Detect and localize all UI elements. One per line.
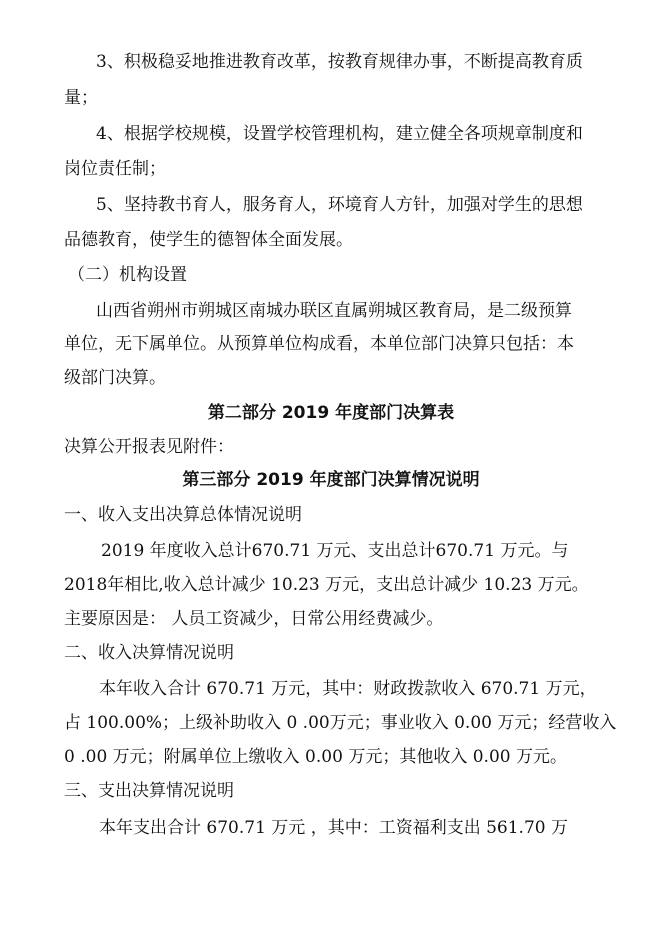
item3-text-cont: 量； [64,88,98,108]
section2-text-cont: 占 100.00%；上级补助收入 0 .00万元；事业收入 0.00 万元；经营收入 [64,713,617,733]
section3-heading: 三、支出决算情况说明 [64,781,234,801]
section1-text-cont: 2018年相比,收入总计减少 10.23 万元，支出总计减少 10.23 万元。 [64,575,589,595]
item3-text: 3、积极稳妥地推进教育改革，按教育规律办事，不断提高教育质 [96,52,583,72]
section2-heading: 二、收入决算情况说明 [64,643,234,663]
part2-title: 第二部分 2019 年度部门决算表 [207,403,455,423]
item5-text: 5、坚持教书育人，服务育人，环境育人方针，加强对学生的思想 [96,195,583,215]
item5-text-cont: 品德教育，使学生的德智体全面发展。 [64,230,353,250]
section1-heading: 一、收入支出决算总体情况说明 [64,505,302,525]
section2-text-cont-2: 0 .00 万元；附属单位上缴收入 0.00 万元；其他收入 0.00 万元。 [64,747,567,767]
org-text-cont: 单位，无下属单位。从预算单位构成看，本单位部门决算只包括：本 [64,334,574,354]
org-text-cont-2: 级部门决算。 [64,368,166,388]
section1-text-cont-2: 主要原因是： 人员工资减少，日常公用经费减少。 [64,609,444,629]
section1-text: 2019 年度收入总计670.71 万元、支出总计670.71 万元。与 [101,541,569,561]
part3-title: 第三部分 2019 年度部门决算情况说明 [182,470,480,490]
part2-note: 决算公开报表见附件： [64,437,234,457]
item4-text-cont: 岗位责任制； [64,159,166,179]
section3-text: 本年支出合计 670.71 万元 ，其中：工资福利支出 561.70 万 [99,818,568,838]
org-text: 山西省朔州市朔城区南城办联区直属朔城区教育局，是二级预算 [96,301,572,321]
section2-text: 本年收入合计 670.71 万元，其中：财政拨款收入 670.71 万元， [99,679,597,699]
section-org-heading: （二）机构设置 [68,265,187,285]
item4-text: 4、根据学校规模，设置学校管理机构，建立健全各项规章制度和 [96,124,583,144]
